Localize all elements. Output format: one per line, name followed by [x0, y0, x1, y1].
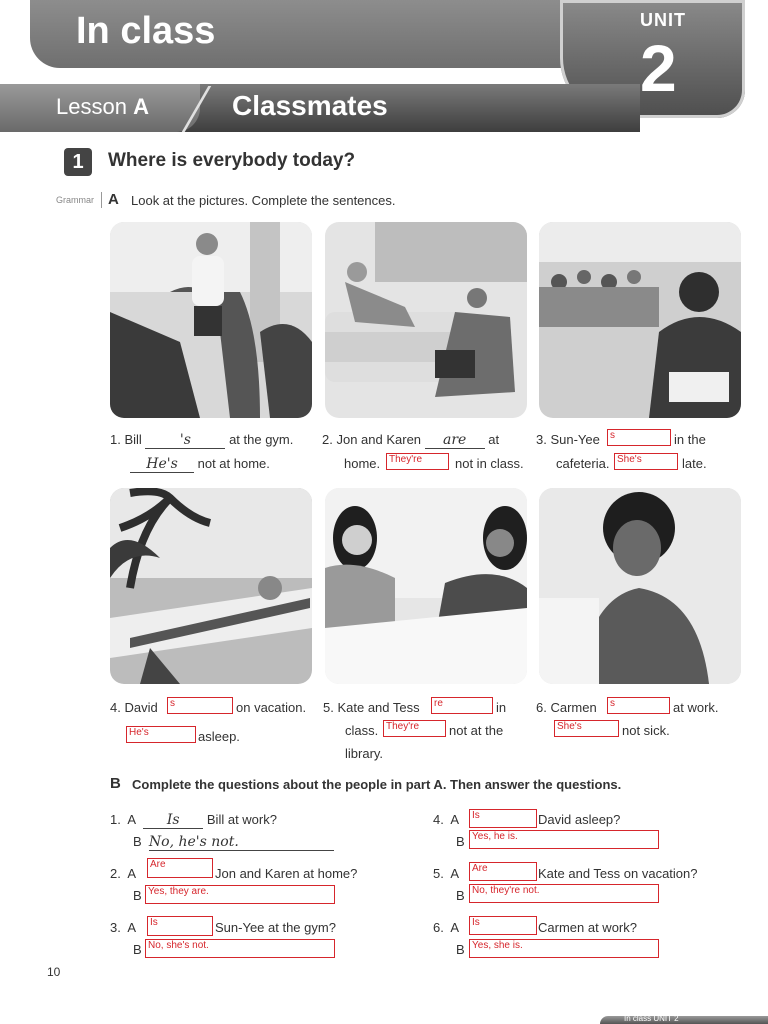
part-a-item-4-line-1: 4. David: [110, 700, 158, 715]
part-b-letter: B: [110, 775, 121, 792]
part-a-item-5-after: in: [496, 700, 507, 715]
page-number: 10: [47, 965, 61, 979]
part-b-item-6-question: Carmen at work?: [538, 920, 637, 935]
answer-box[interactable]: No, she's not.: [145, 939, 335, 958]
answer-box[interactable]: Yes, they are.: [145, 885, 335, 904]
photo-home: [325, 222, 527, 418]
answer-box[interactable]: Are: [147, 858, 213, 878]
part-a-item-2-line-2: home.: [344, 456, 381, 471]
part-a-item-4-after: on vacation.: [236, 700, 307, 715]
answer-box[interactable]: Are: [469, 862, 537, 881]
part-a-item-5-after-2: not at the: [449, 723, 504, 738]
part-a-item-1-line-2: He's not at home.: [130, 456, 270, 473]
answer-box[interactable]: No, they're not.: [469, 884, 659, 903]
section-title: Where is everybody today?: [108, 150, 356, 171]
part-b-item-3-b-label: B: [133, 942, 142, 957]
answer-box[interactable]: s: [607, 697, 670, 714]
lesson-label: Lesson A: [56, 94, 149, 119]
part-a-item-5-line-1: 5. Kate and Tess: [323, 700, 420, 715]
part-a-item-2-after: not in class.: [455, 456, 524, 471]
answer-handwritten: He's: [130, 456, 194, 473]
part-a-item-6-line-1: 6. Carmen: [536, 700, 597, 715]
unit-number: 2: [640, 31, 677, 105]
answer-box[interactable]: They're: [386, 453, 449, 470]
header-banner: [30, 0, 610, 68]
answer-box[interactable]: He's: [126, 726, 196, 743]
answer-handwritten: 's: [145, 432, 225, 449]
answer-box[interactable]: s: [167, 697, 233, 714]
answer-box[interactable]: Is: [469, 916, 537, 935]
unit-label: UNIT: [640, 10, 686, 30]
part-a-item-3-after: in the: [674, 432, 706, 447]
answer-box[interactable]: s: [607, 429, 671, 446]
part-b-item-6-a: 6. A: [433, 920, 460, 935]
answer-box[interactable]: She's: [614, 453, 678, 470]
part-b-item-1-b: B No, he's not.: [133, 834, 334, 851]
photo-work: [539, 488, 741, 684]
part-b-item-2-question: Jon and Karen at home?: [215, 866, 358, 881]
part-b-item-4-a: 4. A: [433, 812, 460, 827]
part-b-item-3-question: Sun-Yee at the gym?: [215, 920, 336, 935]
part-b-item-4-question: David asleep?: [538, 812, 621, 827]
photo-gym: [110, 222, 312, 418]
part-b-item-1-a: 1. A Is Bill at work?: [110, 812, 277, 828]
answer-handwritten: Is: [143, 812, 203, 829]
part-a-item-3-line-1: 3. Sun-Yee: [536, 432, 600, 447]
answer-handwritten: are: [425, 432, 485, 449]
part-b-item-5-a: 5. A: [433, 866, 460, 881]
answer-box[interactable]: Yes, he is.: [469, 830, 659, 849]
answer-box[interactable]: She's: [554, 720, 619, 737]
photo-class: [325, 488, 527, 684]
part-a-item-6-after-2: not sick.: [622, 723, 670, 738]
part-a-item-3-after-2: late.: [682, 456, 707, 471]
part-a-item-5-line-3: library.: [345, 746, 384, 761]
part-a-instruction: Look at the pictures. Complete the sentences.: [131, 193, 396, 208]
lesson-title: Classmates: [232, 90, 388, 121]
answer-box[interactable]: Is: [147, 916, 213, 936]
part-b-item-2-b-label: B: [133, 888, 142, 903]
grammar-tag: Grammar: [56, 195, 94, 205]
part-a-item-2-line-1: 2. Jon and Karen are at: [322, 432, 500, 448]
footer-label: In class UNIT 2: [624, 1014, 679, 1023]
answer-box[interactable]: Is: [469, 809, 537, 828]
part-a-item-3-line-2: cafeteria.: [556, 456, 610, 471]
answer-box[interactable]: re: [431, 697, 493, 714]
part-b-item-6-b-label: B: [456, 942, 465, 957]
answer-box[interactable]: Yes, she is.: [469, 939, 659, 958]
part-b-item-5-question: Kate and Tess on vacation?: [538, 866, 698, 881]
grammar-divider: [101, 192, 102, 208]
part-a-item-6-after: at work.: [673, 700, 719, 715]
part-b-item-2-a: 2. A: [110, 866, 137, 881]
unit-title: In class: [76, 10, 216, 52]
section-number: 1: [64, 148, 92, 176]
part-a-item-5-line-2: class.: [345, 723, 379, 738]
photo-vacation: [110, 488, 312, 684]
part-b-item-3-a: 3. A: [110, 920, 137, 935]
answer-handwritten: No, he's not.: [149, 834, 334, 851]
part-b-item-4-b-label: B: [456, 834, 465, 849]
part-a-letter: A: [108, 191, 119, 208]
photo-cafeteria: [539, 222, 741, 418]
part-a-item-4-after-2: asleep.: [198, 729, 240, 744]
part-a-item-1-line-1: 1. Bill 's at the gym.: [110, 432, 294, 448]
part-b-instruction: Complete the questions about the people in part A. Then answer the questions.: [132, 777, 622, 792]
part-b-item-5-b-label: B: [456, 888, 465, 903]
answer-box[interactable]: They're: [383, 720, 446, 737]
